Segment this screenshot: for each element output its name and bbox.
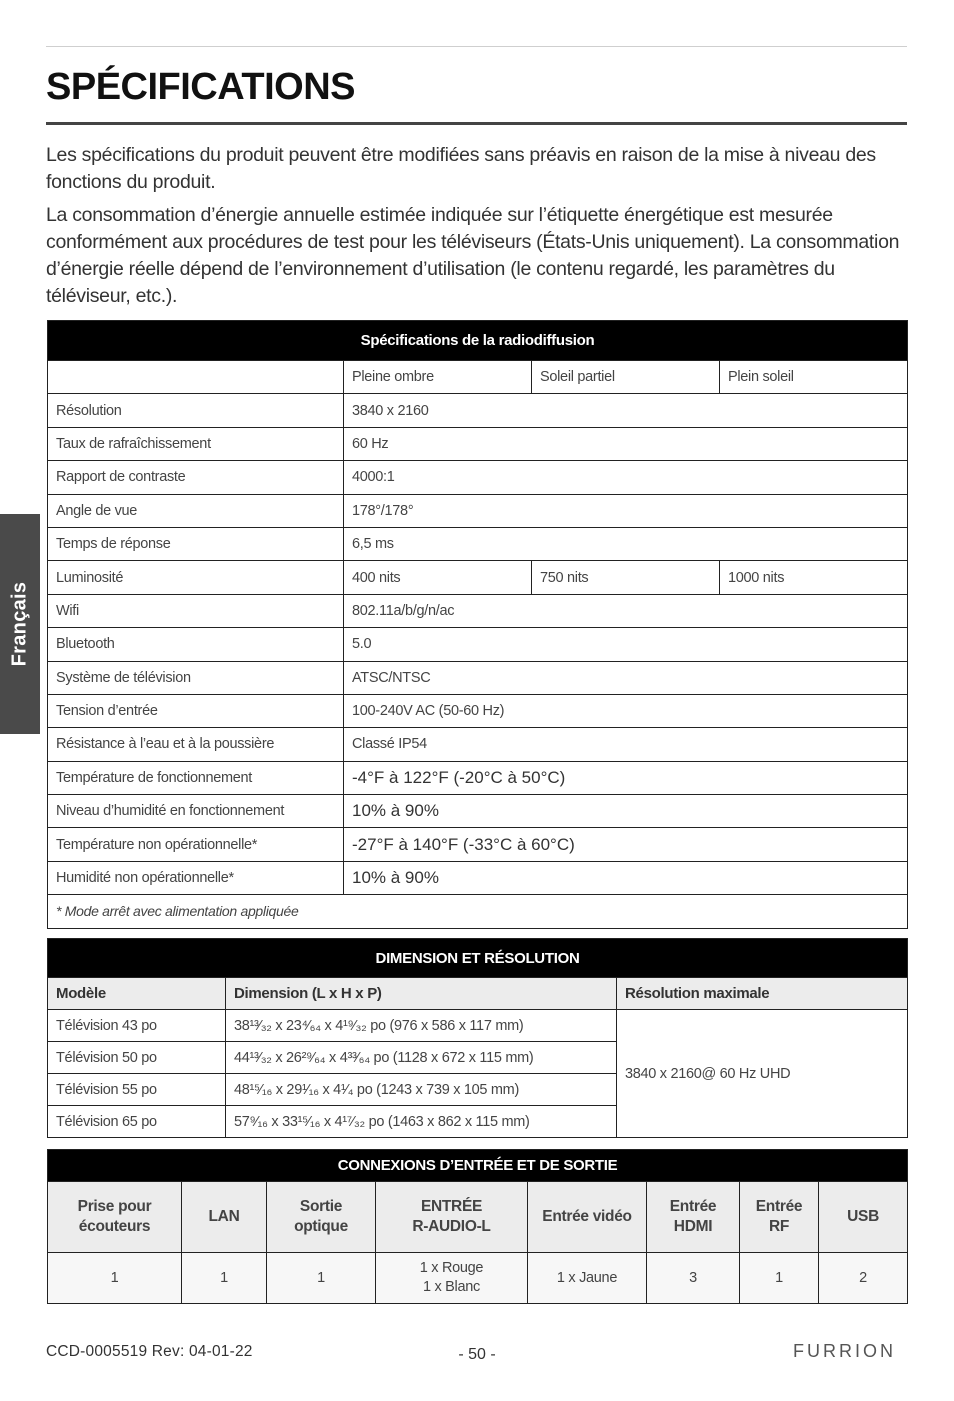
spec-label: Système de télévision (48, 661, 344, 694)
spec-value: 100-240V AC (50-60 Hz) (344, 694, 908, 727)
io-value: 2 (819, 1253, 908, 1304)
table-row (48, 728, 908, 761)
io-value: 1 x Rouge 1 x Blanc (376, 1253, 528, 1304)
spec-value: 750 nits (532, 561, 720, 594)
intro-paragraph-1: Les spécifications du produit peuvent être modifiées sans préavis en raison de la mise à niveau des fonctions du produit. (46, 144, 876, 193)
io-value: 1 (48, 1253, 182, 1304)
brand-logo: FURRION (793, 1341, 896, 1361)
model-name: Télévision 43 po (48, 1010, 226, 1042)
io-value: 1 (740, 1253, 819, 1304)
spec-value: Classé IP54 (344, 728, 908, 761)
dimension-table-title: DIMENSION ET RÉSOLUTION (48, 939, 908, 978)
spec-value: 3840 x 2160 (344, 394, 908, 427)
table-row (48, 795, 908, 828)
spec-label: Niveau d’humidité en fonctionnement (48, 795, 344, 828)
model-dimension: 38¹³⁄₃₂ x 23⁴⁄₆₄ x 4¹⁹⁄₃₂ po (976 x 586 x 117 mm) (226, 1010, 617, 1042)
spec-col-header: Soleil partiel (532, 361, 720, 394)
spec-col-header: Plein soleil (720, 361, 908, 394)
spec-label: Wifi (48, 594, 344, 627)
max-resolution: 3840 x 2160@ 60 Hz UHD (617, 1010, 908, 1138)
spec-value: 400 nits (344, 561, 532, 594)
dimension-table (47, 938, 908, 1138)
io-col-header: ENTRÉE R-AUDIO-L (376, 1182, 528, 1253)
table-row (48, 494, 908, 527)
table-row (48, 828, 908, 861)
io-col-header: Sortie optique (267, 1182, 376, 1253)
spec-value: 1000 nits (720, 561, 908, 594)
spec-label: Résistance à l’eau et à la poussière (48, 728, 344, 761)
spec-value: 10% à 90% (344, 861, 908, 894)
spec-value: 4000:1 (344, 461, 908, 494)
spec-label: Taux de rafraîchissement (48, 427, 344, 460)
io-table-title: CONNEXIONS D’ENTRÉE ET DE SORTIE (48, 1150, 908, 1182)
io-col-header: Entrée HDMI (647, 1182, 740, 1253)
io-col-header: Prise pour écouteurs (48, 1182, 182, 1253)
spec-label: Température de fonctionnement (48, 761, 344, 794)
spec-label: Tension d’entrée (48, 694, 344, 727)
io-col-header: Entrée RF (740, 1182, 819, 1253)
spec-value: -27°F à 140°F (-33°C à 60°C) (344, 828, 908, 861)
table-row (48, 394, 908, 427)
language-side-tab (0, 514, 40, 734)
table-row (48, 527, 908, 560)
page-title: SPÉCIFICATIONS (46, 66, 355, 108)
spec-value: 6,5 ms (344, 527, 908, 560)
spec-label: Angle de vue (48, 494, 344, 527)
table-row (48, 761, 908, 794)
io-col-header: LAN (182, 1182, 267, 1253)
io-value: 1 x Jaune (528, 1253, 647, 1304)
model-name: Télévision 50 po (48, 1042, 226, 1074)
model-name: Télévision 55 po (48, 1074, 226, 1106)
spec-col-header: Pleine ombre (344, 361, 532, 394)
spec-value: 60 Hz (344, 427, 908, 460)
document-id: CCD-0005519 Rev: 04-01-22 (46, 1343, 253, 1360)
dim-col-header: Modèle (48, 978, 226, 1010)
table-row (48, 694, 908, 727)
spec-table-title: Spécifications de la radiodiffusion (48, 321, 908, 361)
spec-label: Résolution (48, 394, 344, 427)
broadcast-spec-table (47, 320, 908, 929)
io-col-header: USB (819, 1182, 908, 1253)
spec-label: Temps de réponse (48, 527, 344, 560)
spec-col-header-empty (48, 361, 344, 394)
top-rule (46, 46, 907, 47)
table-row (48, 1253, 908, 1304)
spec-label: Température non opérationnelle* (48, 828, 344, 861)
page-number: - 50 - (458, 1346, 496, 1363)
spec-value: 5.0 (344, 628, 908, 661)
spec-value: ATSC/NTSC (344, 661, 908, 694)
model-dimension: 57⁹⁄₁₆ x 33¹⁵⁄₁₆ x 4¹⁷⁄₃₂ po (1463 x 862 x 115 mm) (226, 1106, 617, 1138)
io-connections-table (47, 1149, 908, 1304)
intro-text (46, 142, 907, 316)
intro-paragraph-2: La consommation d’énergie annuelle estimée indiquée sur l’étiquette énergétique est mesurée conformément aux procédures de test pour les téléviseurs (États-Unis uniquement). La consommation d’énergie réelle dépend de l’environnement d’utilisation (le contenu regardé, les paramètres du téléviseur, etc.). (46, 204, 900, 307)
io-value: 1 (182, 1253, 267, 1304)
table-row (48, 427, 908, 460)
table-row (48, 861, 908, 894)
model-dimension: 48¹⁵⁄₁₆ x 29¹⁄₁₆ x 4¹⁄₄ po (1243 x 739 x 105 mm) (226, 1074, 617, 1106)
table-row (48, 1010, 908, 1042)
table-row (48, 561, 908, 594)
io-value: 1 (267, 1253, 376, 1304)
table-row (48, 461, 908, 494)
spec-value: 178°/178° (344, 494, 908, 527)
spec-label: Humidité non opérationnelle* (48, 861, 344, 894)
io-value: 3 (647, 1253, 740, 1304)
model-name: Télévision 65 po (48, 1106, 226, 1138)
table-row (48, 628, 908, 661)
spec-value: 802.11a/b/g/n/ac (344, 594, 908, 627)
spec-footnote: * Mode arrêt avec alimentation appliquée (48, 895, 908, 928)
dim-col-header: Dimension (L x H x P) (226, 978, 617, 1010)
spec-value: -4°F à 122°F (-20°C à 50°C) (344, 761, 908, 794)
table-row (48, 594, 908, 627)
table-row (48, 661, 908, 694)
spec-label: Luminosité (48, 561, 344, 594)
title-rule (46, 122, 907, 125)
spec-value: 10% à 90% (344, 795, 908, 828)
model-dimension: 44¹³⁄₃₂ x 26²⁹⁄₆₄ x 4³³⁄₆₄ po (1128 x 672 x 115 mm) (226, 1042, 617, 1074)
dim-col-header: Résolution maximale (617, 978, 908, 1010)
language-label: Français (8, 581, 31, 667)
io-col-header: Entrée vidéo (528, 1182, 647, 1253)
spec-label: Bluetooth (48, 628, 344, 661)
spec-label: Rapport de contraste (48, 461, 344, 494)
